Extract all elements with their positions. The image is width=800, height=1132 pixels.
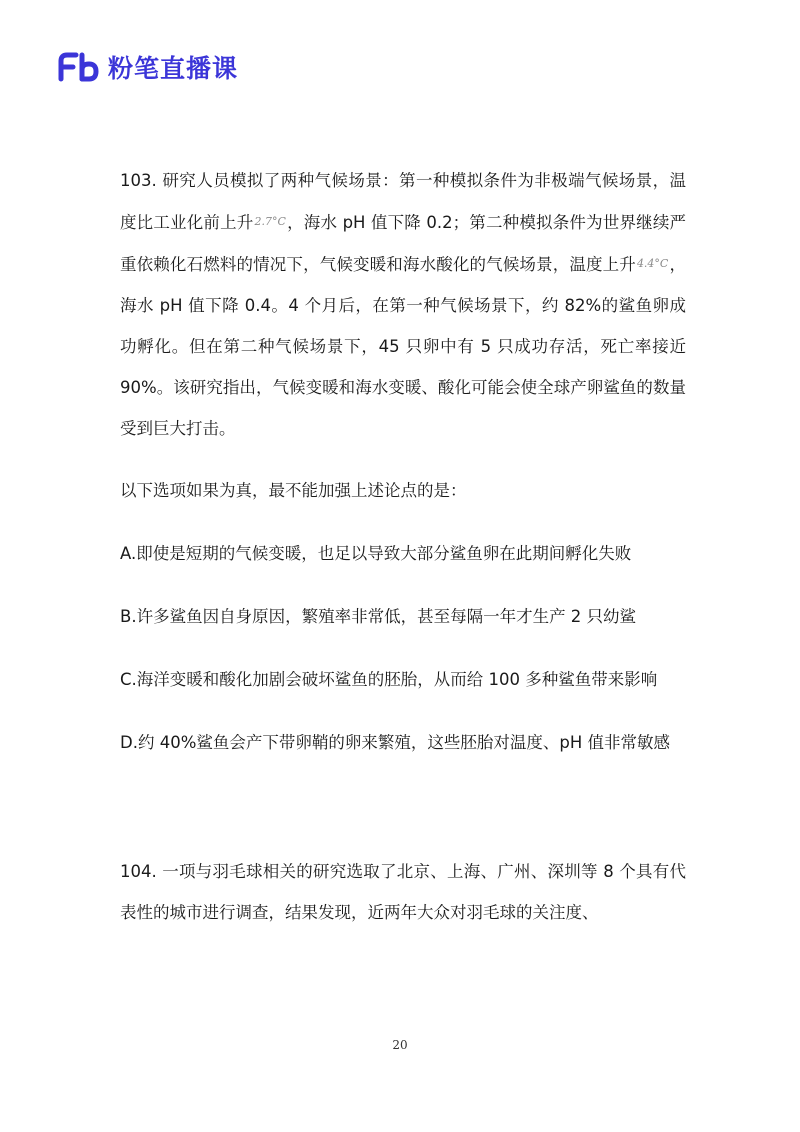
option-a: A.即使是短期的气候变暖，也足以导致大部分鲨鱼卵在此期间孵化失败 bbox=[120, 544, 632, 563]
q103-stem-part-b: ，海水 pH 值下降 0.2；第二种模拟条件为世界继续严重依赖化石燃料的情况下，气候变暖和海水酸化的气候场景，温度上升 bbox=[120, 213, 687, 274]
page-number: 20 bbox=[392, 1038, 408, 1052]
temperature-value-1: 2.7°C bbox=[254, 215, 286, 228]
q104-stem: 104. 一项与羽毛球相关的研究选取了北京、上海、广州、深圳等 8 个具有代表性的城市进行调查，结果发现，近两年大众对羽毛球的关注度、 bbox=[120, 862, 686, 922]
q103-prompt: 以下选项如果为真，最不能加强上述论点的是： bbox=[120, 481, 467, 500]
brand-logo bbox=[58, 50, 238, 84]
option-d: D.约 40%鲨鱼会产下带卵鞘的卵来繁殖，这些胚胎对温度、pH 值非常敏感 bbox=[120, 733, 670, 752]
question-content bbox=[120, 160, 686, 933]
brand-name: 粉笔直播课 bbox=[108, 54, 239, 83]
fb-logo-icon bbox=[58, 52, 100, 82]
q103-stem-part-c: ，海水 pH 值下降 0.4。4 个月后，在第一种气候场景下，约 82%的鲨鱼卵成功孵化。但在第二种气候场景下，45 只卵中有 5 只成功存活，死亡率接近 90%。该研究指出，气候变暖和海水变暖、酸化可能会使全球产卵鲨鱼的数量受到巨大打击。 bbox=[120, 255, 687, 438]
option-c: C.海洋变暖和酸化加剧会破坏鲨鱼的胚胎，从而给 100 多种鲨鱼带来影响 bbox=[120, 670, 658, 689]
q103-stem bbox=[120, 160, 686, 449]
option-b: B.许多鲨鱼因自身原因，繁殖率非常低，甚至每隔一年才生产 2 只幼鲨 bbox=[120, 607, 637, 626]
temperature-value-2: 4.4°C bbox=[636, 257, 669, 270]
q103-stem-part-a: 103. 研究人员模拟了两种气候场景：第一种模拟条件为非极端气候场景，温度比工业化前上升 bbox=[120, 171, 686, 232]
